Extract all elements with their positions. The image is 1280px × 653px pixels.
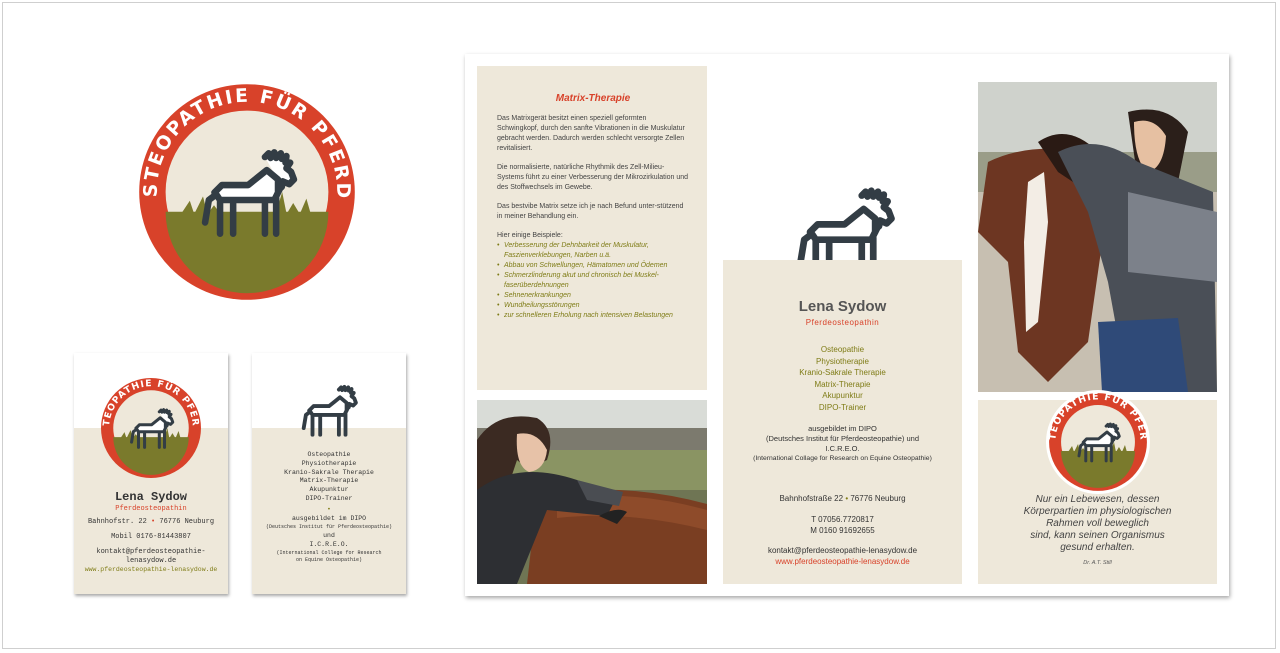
brochure-phone: T 07056.7720817 [811, 515, 874, 524]
logo-ring-text: STEOPATHIE FÜR PFERD [140, 85, 354, 201]
examples-list [497, 241, 689, 321]
brochure-web: www.pferdeosteopathie-lenasydow.de [775, 557, 910, 566]
horse-portrait-photo [978, 82, 1217, 392]
card-front-email-2: lenasydow.de [125, 557, 177, 565]
svg-text:OSTEOPATHIE FÜR PFERDE: TEOPATHIE FÜR PFER [101, 378, 201, 428]
brochure [465, 54, 1229, 596]
brochure-training: ausgebildet im DIPO (Deutsches Institut für Pferdeosteopathie) und I.C.R.E.O. (International Collage for Research on Equine Osteopathie) [753, 424, 932, 462]
main-logo [137, 82, 357, 302]
list-item: • Schmerzlinderung akut und chronisch bei Muskel-faserüberdehnungen [497, 271, 689, 291]
horse-logo-icon [137, 82, 357, 302]
matrix-paragraph-1: Das Matrixgerät besitzt einen speziell geformten Schwingkopf, durch den sanfte Vibrationen in die Muskulatur gebracht werden. Dadurch werden schlecht versorgte Zellen revitalisiert. [497, 115, 685, 152]
card-front-address: Bahnhofstr. 22 • 76776 Neuburg [87, 518, 215, 526]
horse-logo-icon [1046, 390, 1150, 494]
list-item: • Abbau von Schwellungen, Hämatomen und Ödemen [497, 261, 689, 271]
list-item: • Sehnenerkrankungen [497, 291, 689, 301]
brochure-mobile: M 0160 91692655 [810, 526, 875, 535]
quote-text: Nur ein Lebewesen, dessen Körperpartien im physiologischen Rahmen voll beweglich sind, kann seinen Organismus gesund erhalten. [1023, 494, 1172, 553]
card-back-services: Osteopathie Physiotherapie Kranio-Sakrale Therapie Matrix-Therapie Akupunktur DIPO-Trainer • ausgebildet im DIPO (Deutsches Institut für Pferdeosteopathie) und I.C.R.E.O. (International College for Research on Equine Osteopathie) [265, 451, 393, 563]
matrix-title: Matrix-Therapie [555, 93, 631, 104]
quote-panel-logo [1046, 390, 1150, 494]
quote-panel [978, 391, 1217, 584]
card-front-logo [100, 377, 202, 479]
horse-logo-icon [100, 377, 202, 479]
matrix-paragraph-2: Die normalisierte, natürliche Rhythmik des Zell-Milieu-Systems führt zu einer Verbesserung der Mikrozirkulation und des Stoffwechsels im Gewebe. [497, 164, 689, 191]
business-card-front [74, 353, 228, 594]
brochure-address: Bahnhofstraße 22 • 76776 Neuburg [779, 494, 906, 503]
card-front-title: Pferdeosteopathin [115, 505, 187, 513]
brochure-name: Lena Sydow [798, 298, 887, 315]
quote-author: Dr. A.T. Still [1083, 560, 1112, 566]
svg-text:OSTEOPATHIE FÜR PFERDE: TEOPATHIE FÜR PFER [1047, 391, 1149, 442]
card-front-name: Lena Sydow [114, 490, 187, 504]
list-item: • Wundheilungsstörungen [497, 301, 689, 311]
card-front-web: www.pferdeosteopathie-lenasydow.de [84, 566, 218, 573]
treatment-photo [477, 400, 707, 584]
card-front-email-1: kontakt@pferdeosteopathie- [96, 548, 206, 556]
brochure-services: Osteopathie Physiotherapie Kranio-Sakrale Therapie Matrix-Therapie Akupunktur DIPO-Trainer [799, 345, 886, 412]
card-front-mobile: Mobil 0176-81443807 [111, 533, 191, 541]
brochure-title: Pferdeosteopathin [805, 318, 880, 327]
list-item: • Verbesserung der Dehnbarkeit der Muskulatur, Faszienverklebungen, Narben u.ä. [497, 241, 689, 261]
contact-panel [723, 260, 962, 584]
list-item: • zur schnelleren Erholung nach intensiven Belastungen [497, 311, 689, 321]
business-card-back [252, 353, 406, 594]
horse-icon [296, 383, 362, 438]
matrix-panel [477, 66, 707, 390]
examples-intro: Hier einige Beispiele: [497, 232, 563, 239]
matrix-paragraph-3: Das bestvibe Matrix setze ich je nach Befund unter-stützend in meiner Behandlung ein. [497, 203, 684, 220]
brochure-email: kontakt@pferdeosteopathie-lenasydow.de [767, 546, 918, 555]
